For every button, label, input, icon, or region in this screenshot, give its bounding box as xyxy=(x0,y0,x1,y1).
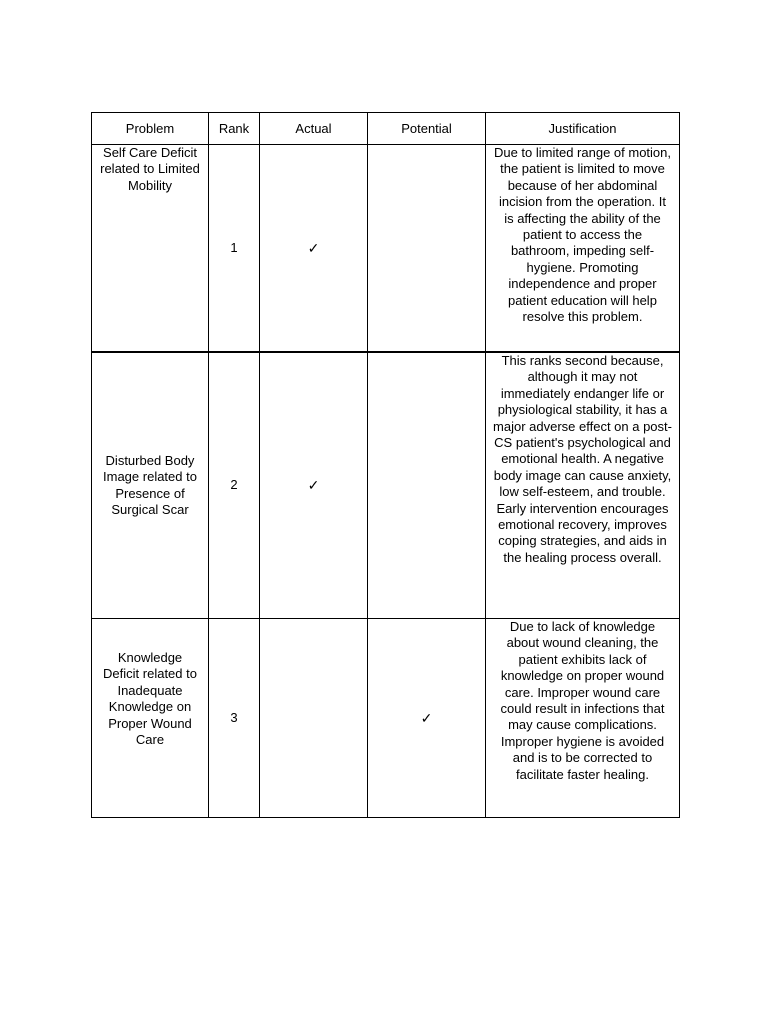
header-row xyxy=(92,113,680,145)
nursing-problem-priority-table xyxy=(91,112,680,818)
table-row xyxy=(92,352,680,619)
header-problem: Problem xyxy=(92,113,209,145)
header-actual: Actual xyxy=(260,113,368,145)
header-potential: Potential xyxy=(368,113,486,145)
problem-cell: Self Care Deficit related to Limited Mobility xyxy=(92,145,209,353)
potential-cell xyxy=(368,352,486,619)
header-rank: Rank xyxy=(209,113,260,145)
problem-cell: Disturbed Body Image related to Presence of Surgical Scar xyxy=(92,352,209,619)
problem-cell: Knowledge Deficit related to Inadequate Knowledge on Proper Wound Care xyxy=(92,619,209,818)
justification-cell: Due to limited range of motion, the patient is limited to move because of her abdominal incision from the operation. It is affecting the ability of the patient to access the bathroom, impeding self-hygiene. Promoting independence and proper patient education will help resolve this problem. xyxy=(486,145,680,353)
actual-check-icon: ✓ xyxy=(260,145,368,353)
rank-cell: 1 xyxy=(209,145,260,353)
justification-cell: Due to lack of knowledge about wound cleaning, the patient exhibits lack of knowledge on proper wound care. Improper wound care could result in infections that may cause complications. Improper hygiene is avoided and is to be corrected to facilitate faster healing. xyxy=(486,619,680,818)
potential-cell xyxy=(368,145,486,353)
header-justification: Justification xyxy=(486,113,680,145)
actual-check-icon: ✓ xyxy=(260,352,368,619)
actual-cell xyxy=(260,619,368,818)
table-row xyxy=(92,145,680,353)
potential-check-icon: ✓ xyxy=(368,619,486,818)
justification-cell: This ranks second because, although it may not immediately endanger life or physiological stability, it has a major adverse effect on a post-CS patient's psychological and emotional health. A negative body image can cause anxiety, low self-esteem, and trouble. Early intervention encourages emotional recovery, improves coping strategies, and aids in the healing process overall. xyxy=(486,352,680,619)
rank-cell: 2 xyxy=(209,352,260,619)
table-row xyxy=(92,619,680,818)
rank-cell: 3 xyxy=(209,619,260,818)
